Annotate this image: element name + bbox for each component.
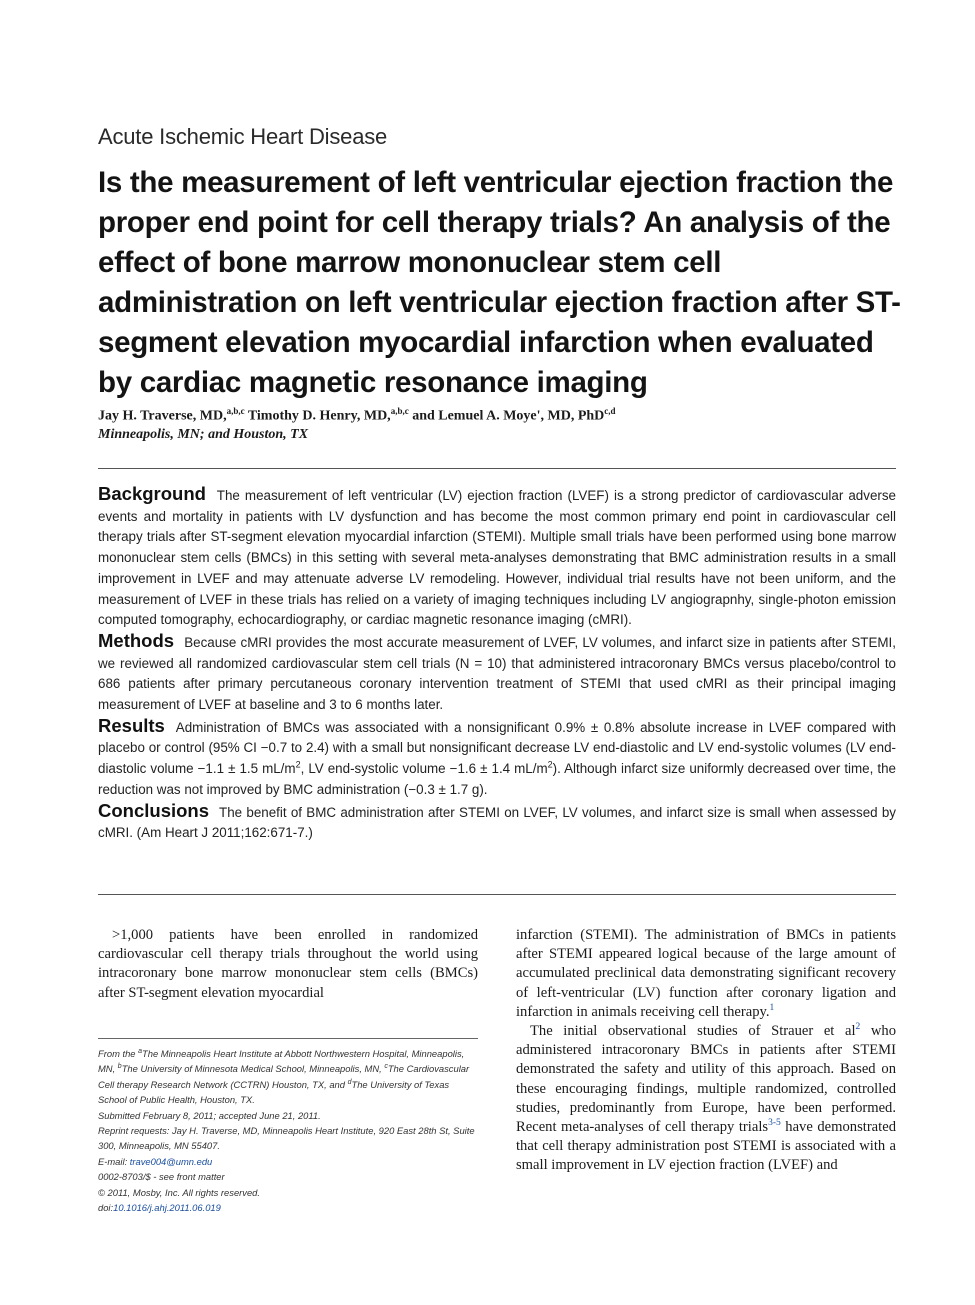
divider-bottom <box>98 894 896 895</box>
doi-label: doi: <box>98 1202 114 1214</box>
footnote-affiliations <box>98 1046 478 1108</box>
superscript: c <box>384 1063 388 1071</box>
abstract-conclusions <box>98 801 896 844</box>
footnote-divider <box>98 1038 478 1039</box>
abstract-heading-background: Background <box>98 483 206 504</box>
superscript: 2 <box>547 759 553 770</box>
article-title: Is the measurement of left ventricular ejection fraction the proper end point for cell therapy trials? An analysis of the effect of bone marrow mononuclear stem cell administration on left ventricular ejection fraction after ST-segment elevation myocardial infarction when evaluated by cardiac magnetic resonance imaging <box>98 166 901 399</box>
abstract-results-text: ). Although infarct size uniformly decreased over time, the reduction was not improved by BMC administration (−0.3 ± 1.7 g). <box>98 761 896 797</box>
section-label: Acute Ischemic Heart Disease <box>98 124 388 149</box>
footnote-copyright: © 2011, Mosby, Inc. All rights reserved. <box>98 1186 261 1198</box>
body-text: The initial observational studies of Strauer et al <box>530 1023 856 1040</box>
footnote-email <box>98 1154 478 1169</box>
body-left-column <box>98 926 478 1003</box>
footnote-reprint: Reprint requests: Jay H. Traverse, MD, Minneapolis Heart Institute, 920 East 28th St, Suite 300, Minneapolis, MN 55407. <box>98 1125 475 1152</box>
reference-link[interactable]: 1 <box>769 1002 775 1013</box>
author-affiliation-marker: a,b,c <box>390 406 409 416</box>
footnote-text: The University of Texas School of Public Health, Houston, TX. <box>98 1078 450 1106</box>
author-affiliation-marker: c,d <box>604 406 616 416</box>
superscript: 2 <box>295 759 301 770</box>
superscript: a <box>138 1047 143 1055</box>
abstract-methods-text: Because cMRI provides the most accurate measurement of LVEF, LV volumes, and infarct size in patients after STEMI, we reviewed all randomized cardiovascular stem cell trials (N = 10) that administered intracoronary BMCs versus placebo/control to 686 patients after primary percutaneous coronary intervention treatment of STEMI that used cMRI as their principal imaging measurement of LVEF at baseline and 3 to 6 months later. <box>98 634 896 713</box>
superscript: d <box>347 1078 352 1086</box>
body-paragraph <box>516 926 896 1022</box>
footnote-issn: 0002-8703/$ - see front matter <box>98 1171 225 1183</box>
footnote-text: The Minneapolis Heart Institute at Abbott Northwestern Hospital, Minneapolis, MN, <box>98 1048 465 1075</box>
reference-link[interactable]: 3-5 <box>768 1118 781 1129</box>
author-list <box>98 406 616 425</box>
abstract-heading-results: Results <box>98 714 165 736</box>
abstract-results-text: , LV end-systolic volume −1.6 ± 1.4 mL/m <box>300 761 548 777</box>
body-paragraph: >1,000 patients have been enrolled in randomized cardiovascular cell therapy trials throughout the world using intracoronary bone marrow mononuclear stem cells (BMCs) after ST-segment elevation myocardial <box>98 927 478 1001</box>
body-text: who administered intracoronary BMCs in patients after STEMI demonstrated the safety and utility of this approach. Based on these encouraging findings, multiple randomized, controlled studies, predominantly from Europe, have been performed. Recent meta-analyses of cell therapy trials <box>516 1023 896 1136</box>
author-name: Jay H. Traverse, MD, <box>98 408 227 424</box>
divider-top <box>98 468 896 469</box>
abstract-background <box>98 484 896 631</box>
body-text: have demonstrated that cell therapy administration post STEMI is associated with a small improvement in LV ejection fraction (LVEF) and <box>516 1119 896 1174</box>
author-name: and Lemuel A. Moye', MD, PhD <box>412 408 605 424</box>
abstract-methods <box>98 631 896 716</box>
footnote-text: From the <box>98 1048 139 1059</box>
abstract-results <box>98 716 896 801</box>
footnote-submitted: Submitted February 8, 2011; accepted June 21, 2011. <box>98 1109 321 1121</box>
footnote-text: The Cardiovascular Cell therapy Research Network (CCTRN) Houston, TX, and <box>98 1063 470 1090</box>
abstract-conclusions-text: The benefit of BMC administration after STEMI on LVEF, LV volumes, and infarct size is small when assessed by cMRI. (Am Heart J 2011;162:671-7.) <box>98 804 896 841</box>
body-right-column <box>516 926 896 1176</box>
email-label: E-mail: <box>98 1155 130 1167</box>
footnote-text: The University of Minnesota Medical School, Minneapolis, MN, <box>121 1063 385 1075</box>
body-paragraph <box>516 1022 896 1176</box>
body-text: infarction (STEMI). The administration of BMCs in patients after STEMI appeared logical because of the large amount of accumulated preclinical data demonstrating significant recovery of left-ventricular (LV) function after coronary ligation and infarction in animals receiving cell therapy. <box>516 927 896 1020</box>
abstract-heading-methods: Methods <box>98 629 175 651</box>
abstract-heading-conclusions: Conclusions <box>98 799 210 821</box>
reference-link[interactable]: 2 <box>855 1022 861 1033</box>
author-affiliation-marker: a,b,c <box>226 406 245 416</box>
abstract-results-text: Administration of BMCs was associated with a nonsignificant 0.9% ± 0.8% absolute increase in LVEF compared with placebo or control (95% CI −0.7 to 2.4) with a small but nonsignificant decrease LV end-diastolic and LV end-systolic volumes (LV end-diastolic volume −1.1 ± 1.5 mL/m <box>98 719 897 777</box>
footnotes <box>98 1046 478 1215</box>
footnote-doi <box>98 1200 478 1215</box>
author-locations: Minneapolis, MN; and Houston, TX <box>98 427 309 442</box>
abstract-background-text: The measurement of left ventricular (LV) ejection fraction (LVEF) is a strong predictor of cardiovascular adverse events and mortality in patients with LV dysfunction and has become the most common primary end point in cardiovascular cell therapy trials after ST-segment elevation myocardial infarction (STEMI). Multiple small trials have been performed using bone marrow mononuclear stem cells (BMCs) in this setting with several meta-analyses demonstrating that BMC administration results in a small improvement in LVEF and may attenuate adverse LV remodeling. However, individual trial results have not been uniform, and the measurement of LVEF in these trials has relied on a variety of imaging techniques including LV angiograpnhy, single-photon emission computed tomography, echocardiography, or cardiac magnetic resonance imaging (cMRI). <box>98 488 896 628</box>
author-name: Timothy D. Henry, MD, <box>247 408 391 424</box>
doi-link[interactable]: 10.1016/j.ahj.2011.06.019 <box>113 1202 221 1214</box>
abstract <box>98 484 896 844</box>
email-link[interactable]: trave004@umn.edu <box>129 1155 213 1167</box>
superscript: b <box>117 1063 122 1071</box>
